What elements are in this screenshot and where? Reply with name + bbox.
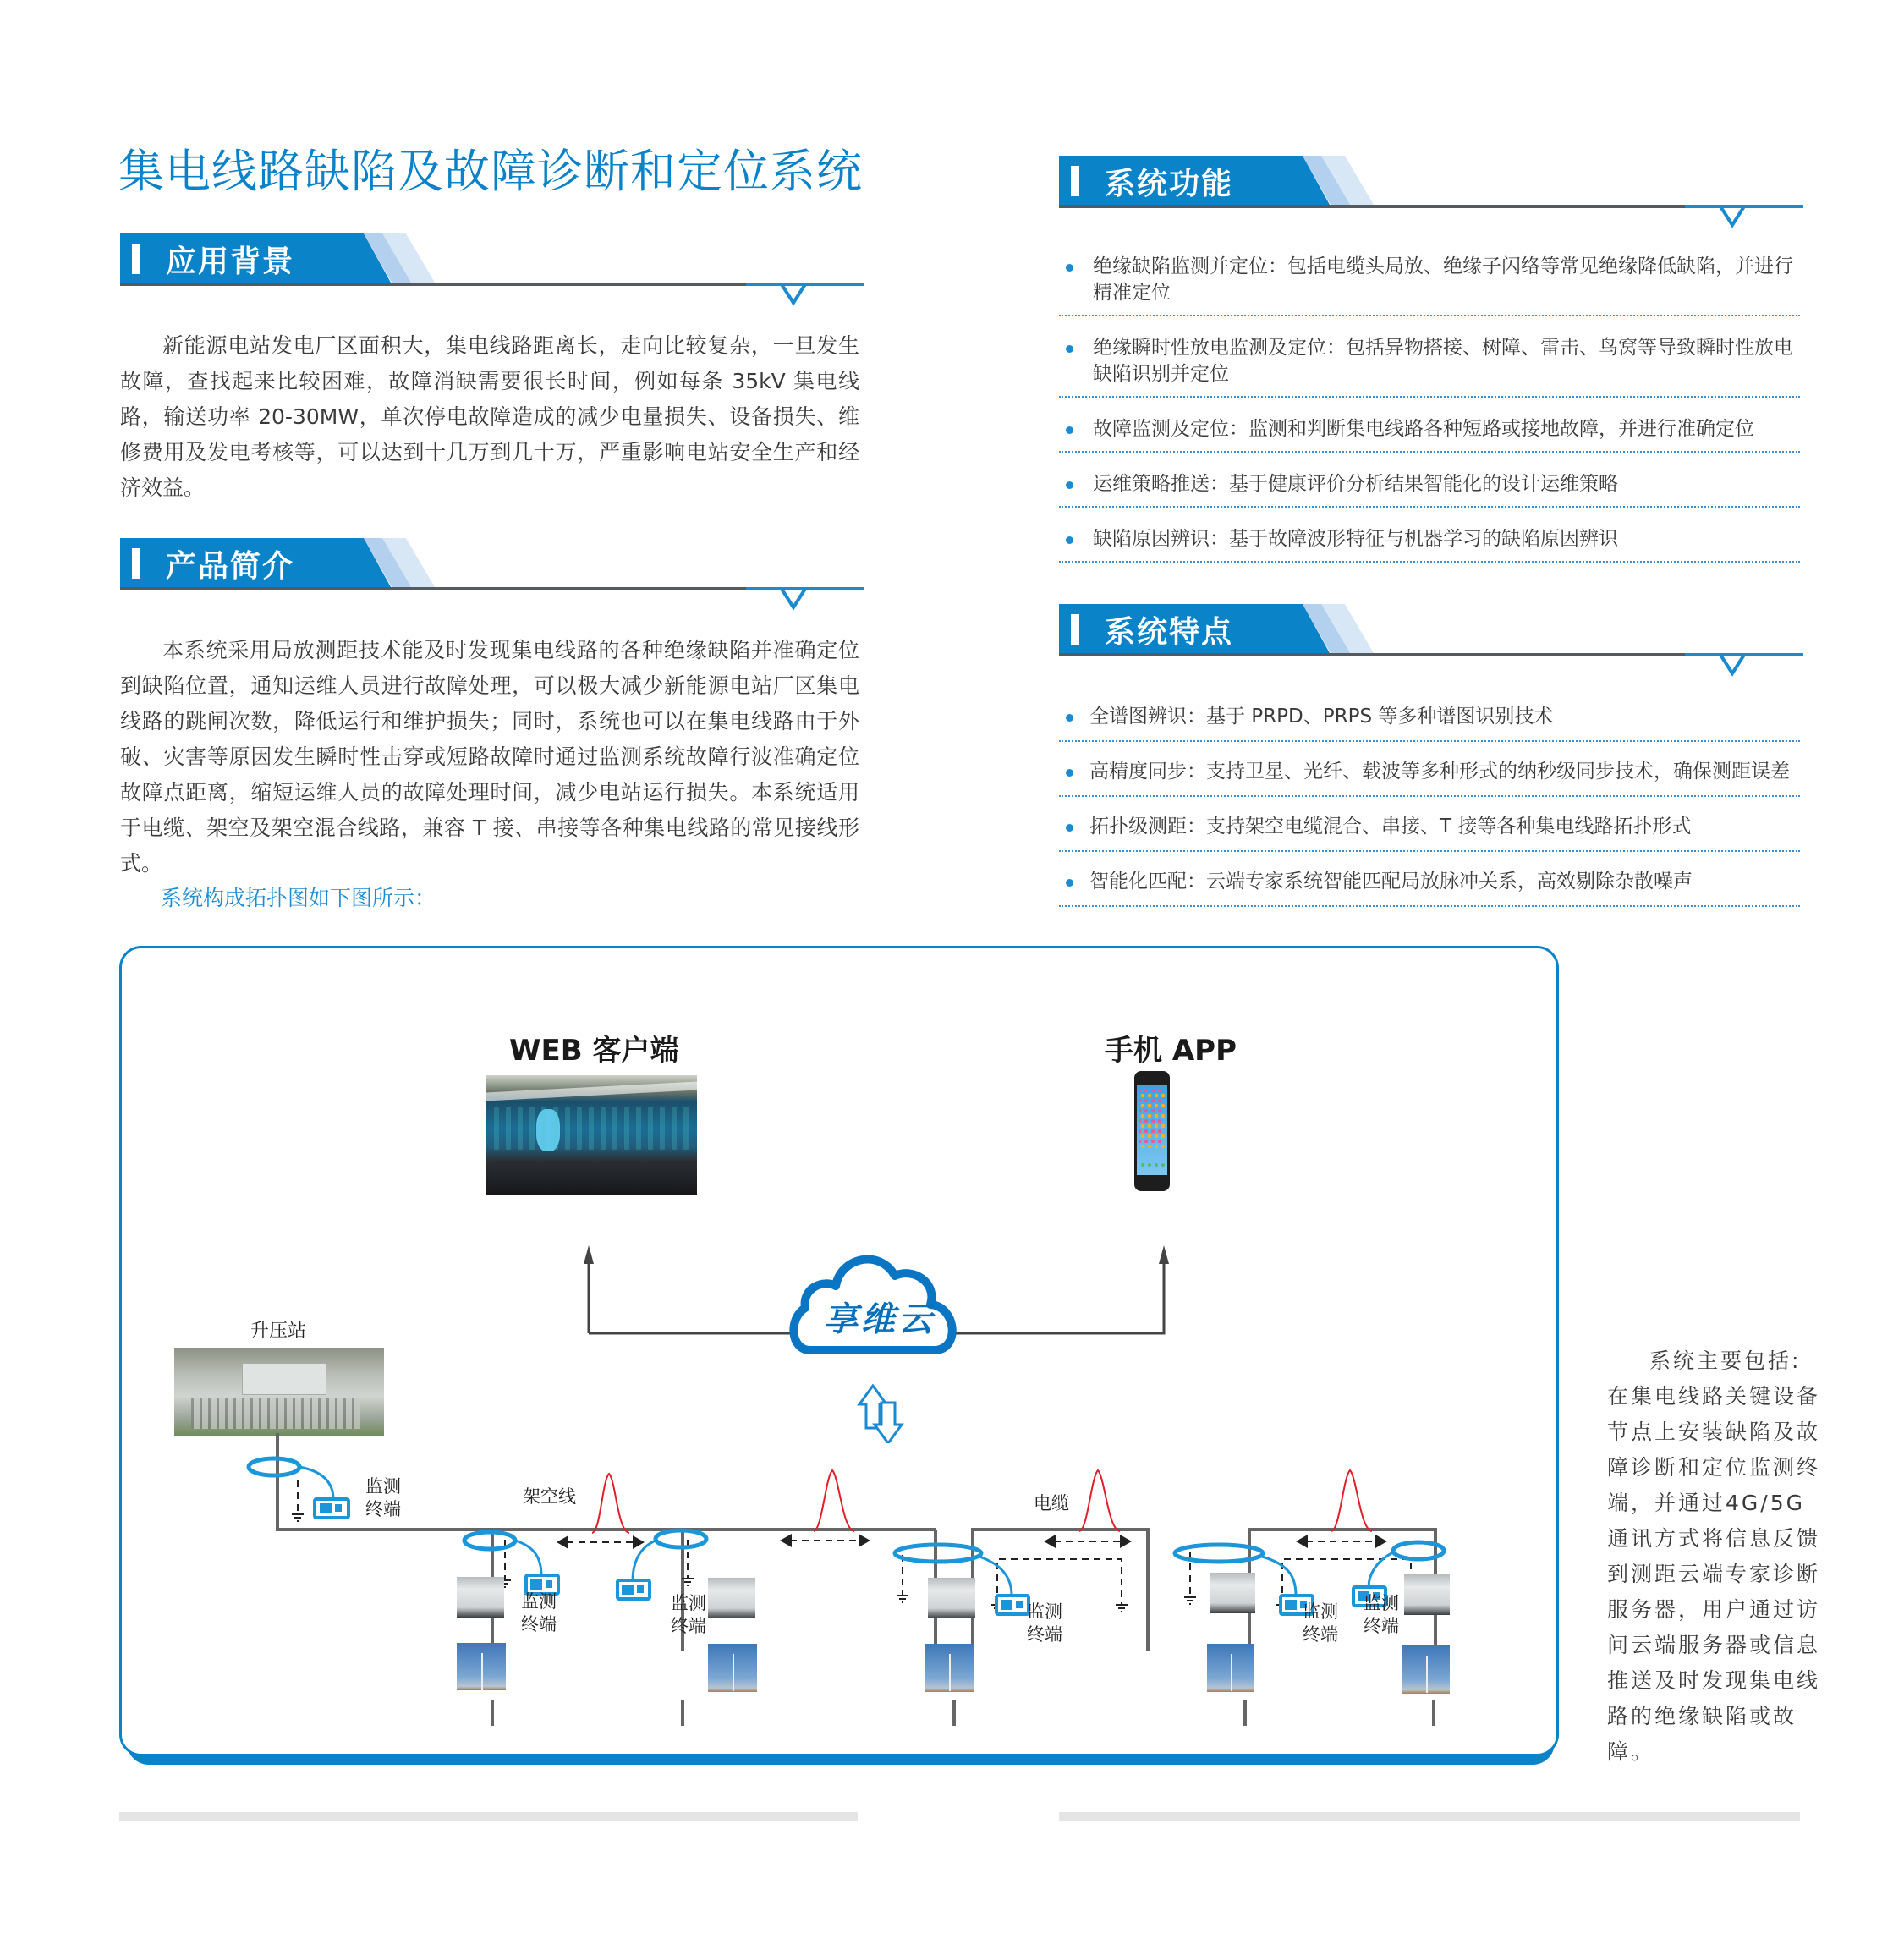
substation-label: 升压站 [250,1321,307,1342]
list-item: 绝缘缺陷监测并定位：包括电缆头局放、绝缘子闪络等常见绝缘降低缺陷，并进行精准定位 [1059,242,1800,316]
list-item: 高精度同步：支持卫星、光纤、载波等多种形式的纳秒级同步技术，确保测距误差 [1059,747,1800,797]
list-item: 绝缘瞬时性放电监测及定位：包括异物搭接、树障、雷击、鸟窝等导致瞬时性放电缺陷识别并定位 [1059,323,1800,398]
footer-bar-right [1059,1812,1800,1821]
wind-turbine-image [708,1644,757,1692]
terminal-label: 监测 终端 [1303,1601,1338,1645]
side-note: 系统主要包括: 在集电线路关键设备节点上安装缺陷及故障诊断和定位监测终端，并通过4G/5G 通讯方式将信息反馈到测距云端专家诊断服务器，用户通过访问云端服务器或信息推送及时发现集电线路的绝缘缺陷或故障。 [1607,1349,1821,1764]
terminal-label: 监测 终端 [1364,1593,1399,1636]
page-title: 集电线路缺陷及故障诊断和定位系统 [118,145,863,198]
transformer-image [928,1578,975,1618]
bullet-icon [1066,481,1073,489]
mobile-app-label: 手机 APP [1105,1034,1237,1068]
list-item: 智能化匹配：云端专家系统智能匹配局放脉冲关系，高效剔除杂散噪声 [1059,857,1800,907]
section-header-intro [120,538,861,594]
divider [1059,653,1689,656]
divider [120,283,750,286]
bullet-icon [1066,426,1073,434]
header-bar-icon [132,244,140,274]
footer-bar-left [119,1812,858,1821]
chevron-down-icon [1685,203,1803,228]
list-item: 拓扑级测距：支持架空电缆混合、串接、T 接等各种集电线路拓扑形式 [1059,802,1800,852]
overhead-line-label: 架空线 [523,1486,576,1507]
chevron-down-icon [746,585,864,611]
transformer-image [1404,1574,1450,1615]
cloud-label: 享维云 [824,1299,936,1339]
bullet-icon [1066,264,1073,272]
wind-turbine-image [1402,1645,1450,1694]
mobile-phone-image [1134,1071,1170,1191]
section-header-functions [1059,156,1800,211]
list-item: 故障监测及定位：监测和判断集电线路各种短路或接地故障，并进行准确定位 [1059,404,1800,453]
web-client-label: WEB 客户端 [509,1034,679,1068]
terminal-label: 监测 终端 [521,1591,557,1634]
list-item: 运维策略推送：基于健康评价分析结果智能化的设计运维策略 [1059,459,1800,508]
wind-turbine-image [457,1643,506,1690]
section-heading: 系统特点 [1105,615,1234,650]
list-item: 缺陷原因辨识：基于故障波形特征与机器学习的缺陷原因辨识 [1059,514,1800,563]
bullet-icon [1066,536,1073,544]
list-item: 全谱图辨识：基于 PRPD、PRPS 等多种谱图识别技术 [1059,692,1800,742]
section-heading: 系统功能 [1105,167,1234,201]
transformer-image [708,1578,755,1618]
background-paragraph: 新能源电站发电厂区面积大，集电线路距离长，走向比较复杂，一旦发生故障，查找起来比较困难，故障消缺需要很长时间，例如每条 35kV 集电线路，输送功率 20-30MW，单次停电故障造成的减少电量损失、设备损失、维修费用及发电考核等，可以达到十几万到几十万，严重影响电站安全生产和经济效益。 [120,333,859,500]
section-header-features [1059,604,1800,660]
section-header-background [120,233,861,289]
chevron-down-icon [746,281,864,306]
bullet-icon [1066,345,1073,353]
terminal-label: 监测 终端 [1027,1601,1062,1645]
divider [1059,205,1689,208]
intro-paragraph: 本系统采用局放测距技术能及时发现集电线路的各种绝缘缺陷并准确定位到缺陷位置，通知运维人员进行故障处理，可以极大减少新能源电站厂区集电线路的跳闸次数，降低运行和维护损失；同时，系统也可以在集电线路由于外破、灾害等原因发生瞬时性击穿或短路故障时通过监测系统故障行波准确定位故障点距离，缩短运维人员的故障处理时间，减少电站运行损失。本系统适用于电缆、架空及架空混合线路，兼容 T 接、串接等各种集电线路的常见接线形式。 [120,638,859,876]
bullet-icon [1066,714,1073,722]
transformer-image [457,1577,504,1618]
web-client-image [486,1075,697,1195]
transformer-image [1210,1573,1255,1613]
header-bar-icon [132,548,140,579]
chevron-down-icon [1685,651,1803,677]
divider [120,587,750,590]
wind-turbine-image [925,1644,974,1692]
bullet-icon [1066,769,1073,777]
substation-image [174,1348,384,1436]
terminal-label: 监测 终端 [671,1593,706,1636]
functions-list [1059,242,1800,563]
bullet-icon [1066,824,1073,832]
topology-note: 系统构成拓扑图如下图所示： [161,886,436,910]
wind-turbine-image [1207,1644,1254,1692]
cable-label: 电缆 [1034,1493,1069,1513]
bullet-icon [1066,879,1073,887]
section-heading: 产品简介 [166,549,295,584]
terminal-label: 监测 终端 [365,1476,401,1519]
section-heading: 应用背景 [166,244,295,279]
header-bar-icon [1071,166,1079,196]
features-list [1059,692,1800,907]
header-bar-icon [1071,614,1079,645]
